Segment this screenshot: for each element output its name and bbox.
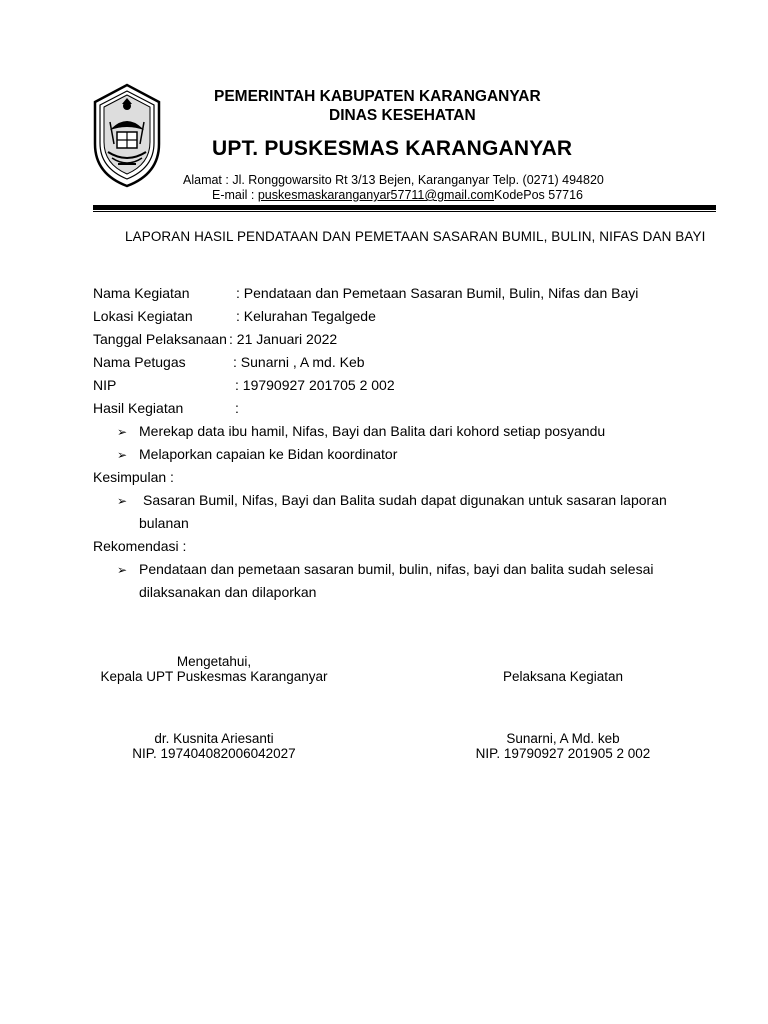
field-value-nama-kegiatan: : Pendataan dan Pemetaan Sasaran Bumil, Bulin, Nifas dan Bayi bbox=[236, 285, 639, 301]
bullet-arrow-icon: ➢ bbox=[117, 494, 128, 508]
rekomendasi-text-line1: Pendataan dan pemetaan sasaran bumil, bulin, nifas, bayi dan balita sudah selesai bbox=[139, 561, 654, 577]
report-title: LAPORAN HASIL PENDATAAN DAN PEMETAAN SASARAN BUMIL, BULIN, NIFAS DAN BAYI bbox=[125, 229, 706, 244]
header-government: PEMERINTAH KABUPATEN KARANGANYAR bbox=[214, 88, 541, 105]
hasil-item: Merekap data ibu hamil, Nifas, Bayi dan Balita dari kohord setiap posyandu bbox=[139, 423, 606, 439]
kesimpulan-label: Kesimpulan : bbox=[93, 469, 174, 485]
header-institution: UPT. PUSKESMAS KARANGANYAR bbox=[212, 137, 573, 160]
field-value-tanggal: : 21 Januari 2022 bbox=[229, 331, 338, 347]
header-department: DINAS KESEHATAN bbox=[329, 107, 476, 124]
field-label-lokasi: Lokasi Kegiatan bbox=[93, 308, 193, 324]
header-address: Alamat : Jl. Ronggowarsito Rt 3/13 Bejen, Karanganyar Telp. (0271) 494820 bbox=[183, 173, 604, 187]
email-prefix: E-mail : bbox=[212, 188, 258, 202]
field-value-nip: : 19790927 201705 2 002 bbox=[235, 377, 395, 393]
bullet-arrow-icon: ➢ bbox=[117, 563, 128, 577]
postcode: KodePos 57716 bbox=[494, 188, 584, 202]
sig-left-acknowledged: Mengetahui, bbox=[176, 654, 252, 669]
hasil-item: Melaporkan capaian ke Bidan koordinator bbox=[139, 446, 398, 462]
kesimpulan-text-line2: bulanan bbox=[139, 515, 189, 531]
kesimpulan-text-line1: Sasaran Bumil, Nifas, Bayi dan Balita sudah dapat digunakan untuk sasaran laporan bbox=[143, 492, 667, 508]
field-label-nip: NIP bbox=[93, 377, 117, 393]
sig-right-name: Sunarni, A Md. keb bbox=[506, 731, 620, 746]
sig-right-position: Pelaksana Kegiatan bbox=[502, 669, 624, 684]
field-value-lokasi: : Kelurahan Tegalgede bbox=[236, 308, 376, 324]
bullet-arrow-icon: ➢ bbox=[117, 448, 128, 462]
email-link[interactable]: puskesmaskaranganyar57711@gmail.com bbox=[257, 188, 495, 202]
sig-left-position: Kepala UPT Puskesmas Karanganyar bbox=[100, 669, 328, 684]
rekomendasi-text-line2: dilaksanakan dan dilaporkan bbox=[139, 584, 317, 600]
sig-left-name: dr. Kusnita Ariesanti bbox=[154, 731, 274, 746]
field-label-nama-kegiatan: Nama Kegiatan bbox=[93, 285, 190, 301]
header-divider-thick bbox=[93, 205, 716, 210]
field-value-petugas: : Sunarni , A md. Keb bbox=[233, 354, 365, 370]
sig-left-nip: NIP. 197404082006042027 bbox=[132, 746, 296, 761]
field-label-hasil: Hasil Kegiatan bbox=[93, 400, 184, 416]
field-label-petugas: Nama Petugas bbox=[93, 354, 186, 370]
header-divider-thin bbox=[93, 211, 716, 212]
bullet-arrow-icon: ➢ bbox=[117, 425, 128, 439]
header-contact bbox=[212, 188, 583, 202]
sig-right-nip: NIP. 19790927 201905 2 002 bbox=[475, 746, 651, 761]
field-value-hasil: : bbox=[235, 400, 239, 416]
field-label-tanggal: Tanggal Pelaksanaan bbox=[93, 331, 227, 347]
kabupaten-emblem-logo bbox=[92, 82, 162, 188]
rekomendasi-label: Rekomendasi : bbox=[93, 538, 187, 554]
